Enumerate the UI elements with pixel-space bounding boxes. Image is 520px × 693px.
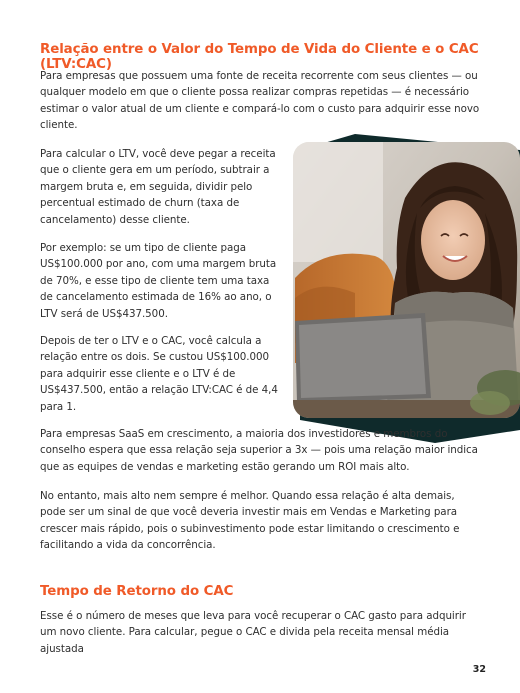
paragraph-saas: Para empresas SaaS em crescimento, a maioria dos investidores e membros do conselho espera que essa relação seja superior a 3x — pois uma relação maior indica que as equipes de vendas e marketing estão gerando um ROI mais alto. xyxy=(40,428,478,473)
paragraph-ratio: Depois de ter o LTV e o CAC, você calcula a relação entre os dois. Se custou US$100.000 para adquirir esse cliente e o LTV é de US$437.500, então a relação LTV:CAC é de 4,4 para 1. xyxy=(40,335,278,413)
hero-photo xyxy=(285,128,520,443)
paragraph-cac-payback: Esse é o número de meses que leva para você recuperar o CAC gasto para adquirir um novo cliente. Para calcular, pegue o CAC e divida pela receita mensal média ajustada xyxy=(40,610,466,655)
section-heading-ltv-cac: Relação entre o Valor do Tempo de Vida do Cliente e o CAC (LTV:CAC) xyxy=(40,42,479,72)
page-number: 32 xyxy=(472,664,486,675)
paragraph-intro: Para empresas que possuem uma fonte de receita recorrente com seus clientes — ou qualquer modelo em que o cliente possa realizar compras repetidas — é necessário estimar o valor atual de um cliente e compará-lo com o custo para adquirir esse novo cliente. xyxy=(40,70,480,132)
section-heading-cac-payback: Tempo de Retorno do CAC xyxy=(40,584,234,599)
paragraph-caution: No entanto, mais alto nem sempre é melhor. Quando essa relação é alta demais, pode ser um sinal de que você deveria investir mais em Vendas e Marketing para crescer mais rápido, pois o subinvestimento pode estar limitando o crescimento e facilitando a vida da concorrência. xyxy=(40,490,460,552)
paragraph-ltv-calculation: Para calcular o LTV, você deve pegar a receita que o cliente gera em um período, subtrair a margem bruta e, em seguida, dividir pelo percentual estimado de churn (taxa de cancelamento) desse cliente. xyxy=(40,148,276,226)
paragraph-example: Por exemplo: se um tipo de cliente paga US$100.000 por ano, com uma margem bruta de 70%, e esse tipo de cliente tem uma taxa de cancelamento estimada de 16% ao ano, o LTV será de US$437.500. xyxy=(40,242,277,320)
